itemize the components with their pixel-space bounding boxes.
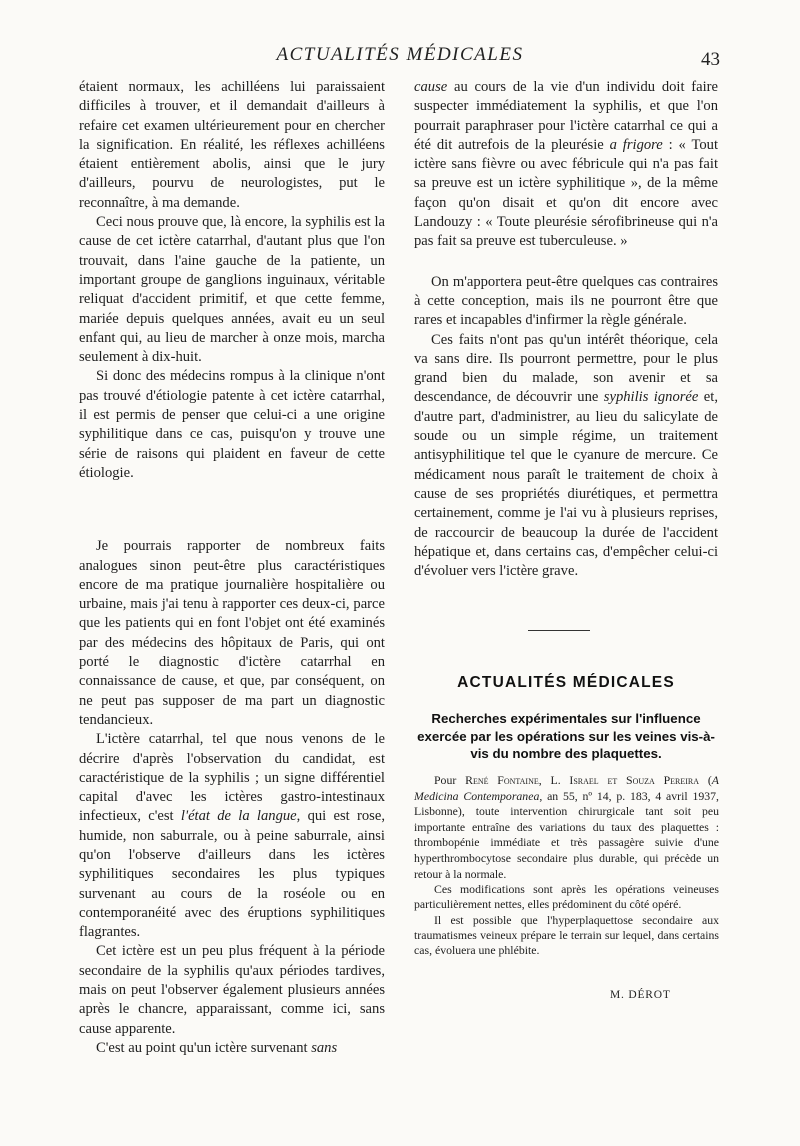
emphasis: a frigore xyxy=(609,136,663,153)
text-run: , an 55, nº 14, p. 183, 4 avril 1937, Lisbonne), toute intervention chirurgicale tant soit peu importante entraîne des variations du taux des plaquettes : thrombopénie immédiate et très passagère suivie d'une hyperthrombocytose secondaire plus durable, qui précède un retour à la normale. xyxy=(414,788,719,881)
abstract-paragraph: Il est possible que l'hyperplaquettose secondaire aux traumatismes veineux prépare le terrain sur lequel, dans certains cas, évoluera une phlébite. xyxy=(414,912,719,958)
paragraph xyxy=(79,730,385,942)
emphasis: sans xyxy=(311,1039,338,1056)
authors: René Fontaine, L. Israel et Souza Pereira xyxy=(465,773,700,787)
abstract-paragraph xyxy=(414,773,719,882)
paragraph: étaient normaux, les achilléens lui paraissaient difficiles à trouver, et il demandait d'ailleurs à refaire cet examen ultérieurement pour en chercher la signification. En réalité, les réflexes achilléens étaient entièrement abolis, ainsi que le jury d'ailleurs, pourvu de neurologistes, put le reconnaître, à ma demande. xyxy=(79,79,385,211)
right-column xyxy=(414,78,718,581)
journal-title: A Medicina Contemporanea xyxy=(414,773,719,803)
paragraph xyxy=(79,1039,385,1058)
section-divider xyxy=(528,630,590,631)
emphasis: cause xyxy=(414,79,448,95)
text-run: C'est au point qu'un ictère survenant xyxy=(96,1039,312,1056)
text-run: Pour xyxy=(434,773,466,787)
byline: M. DÉROT xyxy=(610,989,671,1001)
paragraph: Si donc des médecins rompus à la clinique n'ont pas trouvé d'étiologie patente à cet ictère catarrhal, il est permis de penser que celui-ci a une origine syphilitique dans ce cas, puisqu'on y trouve une série de raisons qui plaident en faveur de cette étiologie. xyxy=(79,368,385,481)
left-column xyxy=(79,78,385,1058)
paragraph: On m'apportera peut-être quelques cas contraires à cette conception, mais ils ne pourront être que rares et incapables d'infirmer la règle générale. xyxy=(414,273,718,329)
paragraph: Cet ictère est un peu plus fréquent à la période secondaire de la syphilis qu'aux périodes tardives, mais on peut l'observer également plusieurs années après le chancre, apparaissant, comme ici, sans cause apparente. xyxy=(79,943,385,1037)
text-run: Ces faits n'ont pas qu'un intérêt théorique, cela va sans dire. Ils pourront permettre, pour le plus grand bien du malade, son avenir et sa descendance, de découvrir une xyxy=(414,331,718,406)
emphasis: l'état de la langue xyxy=(180,808,297,825)
section-heading: ACTUALITÉS MÉDICALES xyxy=(457,674,675,691)
emphasis: syphilis ignorée xyxy=(603,389,699,406)
paragraph: Ceci nous prouve que, là encore, la syphilis est la cause de cet ictère catarrhal, d'autant plus que l'on trouvait, dans l'aine gauche de la patiente, un important groupe de ganglions inguinaux, véritable reliquat d'accident primitif, et que cette femme, mariée depuis quelques années, avait eu un seul enfant qui, au lieu de marcher à onze mois, marcha seulement à dix-huit. xyxy=(79,214,385,366)
paragraph xyxy=(414,78,718,252)
page-number: 43 xyxy=(701,49,720,70)
text-run: au cours de la vie d'un individu doit faire suspecter immédiatement la syphilis, et que l'on pourrait paraphraser pour l'ictère catarrhal ce qui a été dit autrefois de la pleurésie xyxy=(414,79,718,153)
running-title: ACTUALITÉS MÉDICALES xyxy=(276,44,524,65)
abstract-paragraph: Ces modifications sont après les opérations veineuses particulièrement nettes, elles prédominent du côté opéré. xyxy=(414,882,719,912)
text-run: L'ictère catarrhal, tel que nous venons de le décrire d'après l'observation du candidat, est caractéristique de la syphilis ; un signe différentiel capital d'avec les ictères gastro-intestinaux infectieux, c'est xyxy=(79,731,385,825)
text-run: , qui est rose, humide, non saburrale, ou à peine saburrale, ainsi qu'on l'observe d'ailleurs dans les ictères syphilitiques secondaires les plus typiques survenant au cours de la roséole ou en contemporanéité avec des éruptions syphilitiques flagrantes. xyxy=(79,808,385,941)
paragraph xyxy=(414,331,718,582)
text-run: et, d'autre part, d'administrer, au lieu du salicylate de soude ou un simple régime, un traitement antisyphilitique tel que le cyanure de mercure. Ce médicament nous paraît le traitement de choix à cause de ses propriétés diurétiques, et permettra certainement, comme je l'ai vu à plusieurs reprises, de raccourcir de beaucoup la durée de l'accident hépatique et, dans certains cas, d'empêcher celui-ci d'évoluer vers l'ictère grave. xyxy=(414,389,718,580)
text-run: ( xyxy=(699,773,712,787)
text-run: : « Tout ictère sans fièvre ou avec fébricule qui n'a pas fait sa preuve est un ictère syphilitique », de la même façon qu'on disait et qu'on dit encore avec Landouzy : « Toute pleurésie sérofibrineuse qui n'a pas fait sa preuve est tuberculeuse. » xyxy=(414,136,718,250)
article-abstract xyxy=(414,773,719,959)
paragraph: Je pourrais rapporter de nombreux faits analogues sinon peut-être plus caractéristiques encore de ma pratique journalière hospitalière ou urbaine, mais j'ai tenu à rapporter ces deux-ci, parce que les patients qui en font l'objet ont été examinés par des médecins des hôpitaux de Paris, qui ont porté le diagnostic d'ictère catarrhal en connaissance de cause, et que, par conséquent, on ne peut pas supposer de ma part un diagnostic tendancieux. xyxy=(79,538,385,728)
article-title: Recherches expérimentales sur l'influence exercée par les opérations sur les veines vis-à-vis du nombre des plaquettes. xyxy=(417,711,715,761)
